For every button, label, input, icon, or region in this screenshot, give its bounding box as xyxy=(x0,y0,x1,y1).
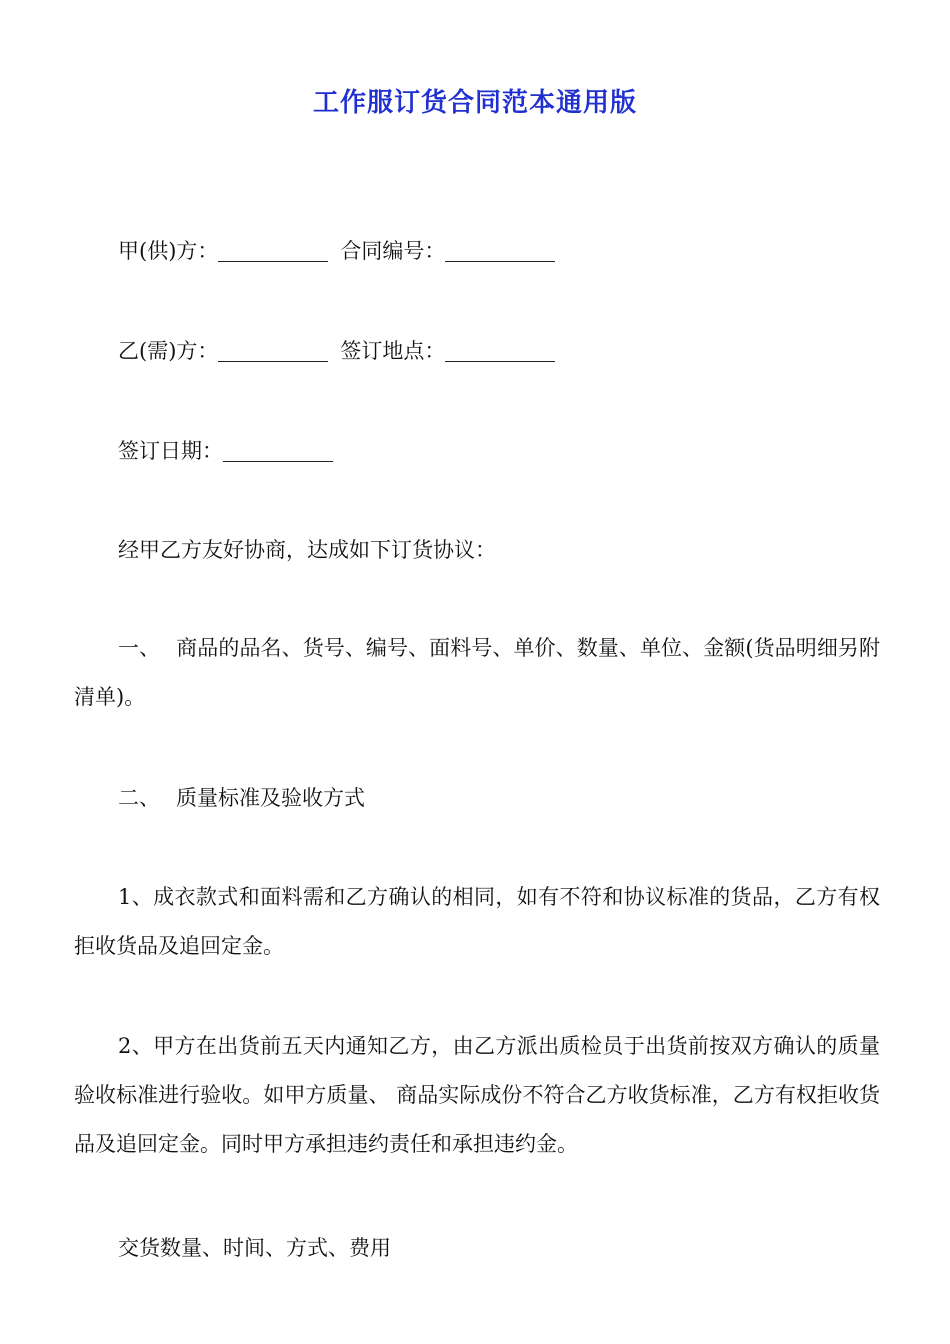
intro-text: 经甲乙方友好协商，达成如下订货协议： xyxy=(118,538,496,562)
party-b-label: 乙(需)方： xyxy=(118,339,219,363)
contract-no-blank[interactable] xyxy=(445,239,555,262)
clause-one: 1、成衣款式和面料需和乙方确认的相同，如有不符和协议标准的货品，乙方有权拒收货品及追回定金。 xyxy=(74,885,880,958)
party-a-label: 甲(供)方： xyxy=(118,239,219,263)
section-one-text: 商品的品名、货号、编号、面料号、单价、数量、单位、金额(货品明细另附清单)。 xyxy=(74,636,880,709)
section-one-number: 一、 xyxy=(118,636,161,660)
party-a-row xyxy=(118,236,567,266)
sign-place-blank[interactable] xyxy=(445,339,555,362)
section-two-text: 质量标准及验收方式 xyxy=(176,786,365,810)
party-b-row xyxy=(118,336,567,366)
party-b-blank[interactable] xyxy=(218,339,328,362)
section-two xyxy=(74,774,880,823)
sign-place-label: 签订地点： xyxy=(340,339,446,363)
section-one xyxy=(74,624,880,722)
sign-date-row xyxy=(118,436,345,466)
document-title: 工作服订货合同范本通用版 xyxy=(312,88,637,118)
clause-two: 2、甲方在出货前五天内通知乙方，由乙方派出质检员于出货前按双方确认的质量验收标准进行验收。如甲方质量、 商品实际成份不符合乙方收货标准，乙方有权拒收货品及追回定金。同时甲方承担违约责任和承担违约金。 xyxy=(74,1034,880,1156)
contract-no-label: 合同编号： xyxy=(340,239,446,263)
sign-date-label: 签订日期： xyxy=(118,439,223,463)
party-a-blank[interactable] xyxy=(218,239,328,262)
delivery-heading: 交货数量、时间、方式、费用 xyxy=(118,1236,391,1260)
section-two-number: 二、 xyxy=(118,786,160,810)
sign-date-blank[interactable] xyxy=(223,439,333,462)
